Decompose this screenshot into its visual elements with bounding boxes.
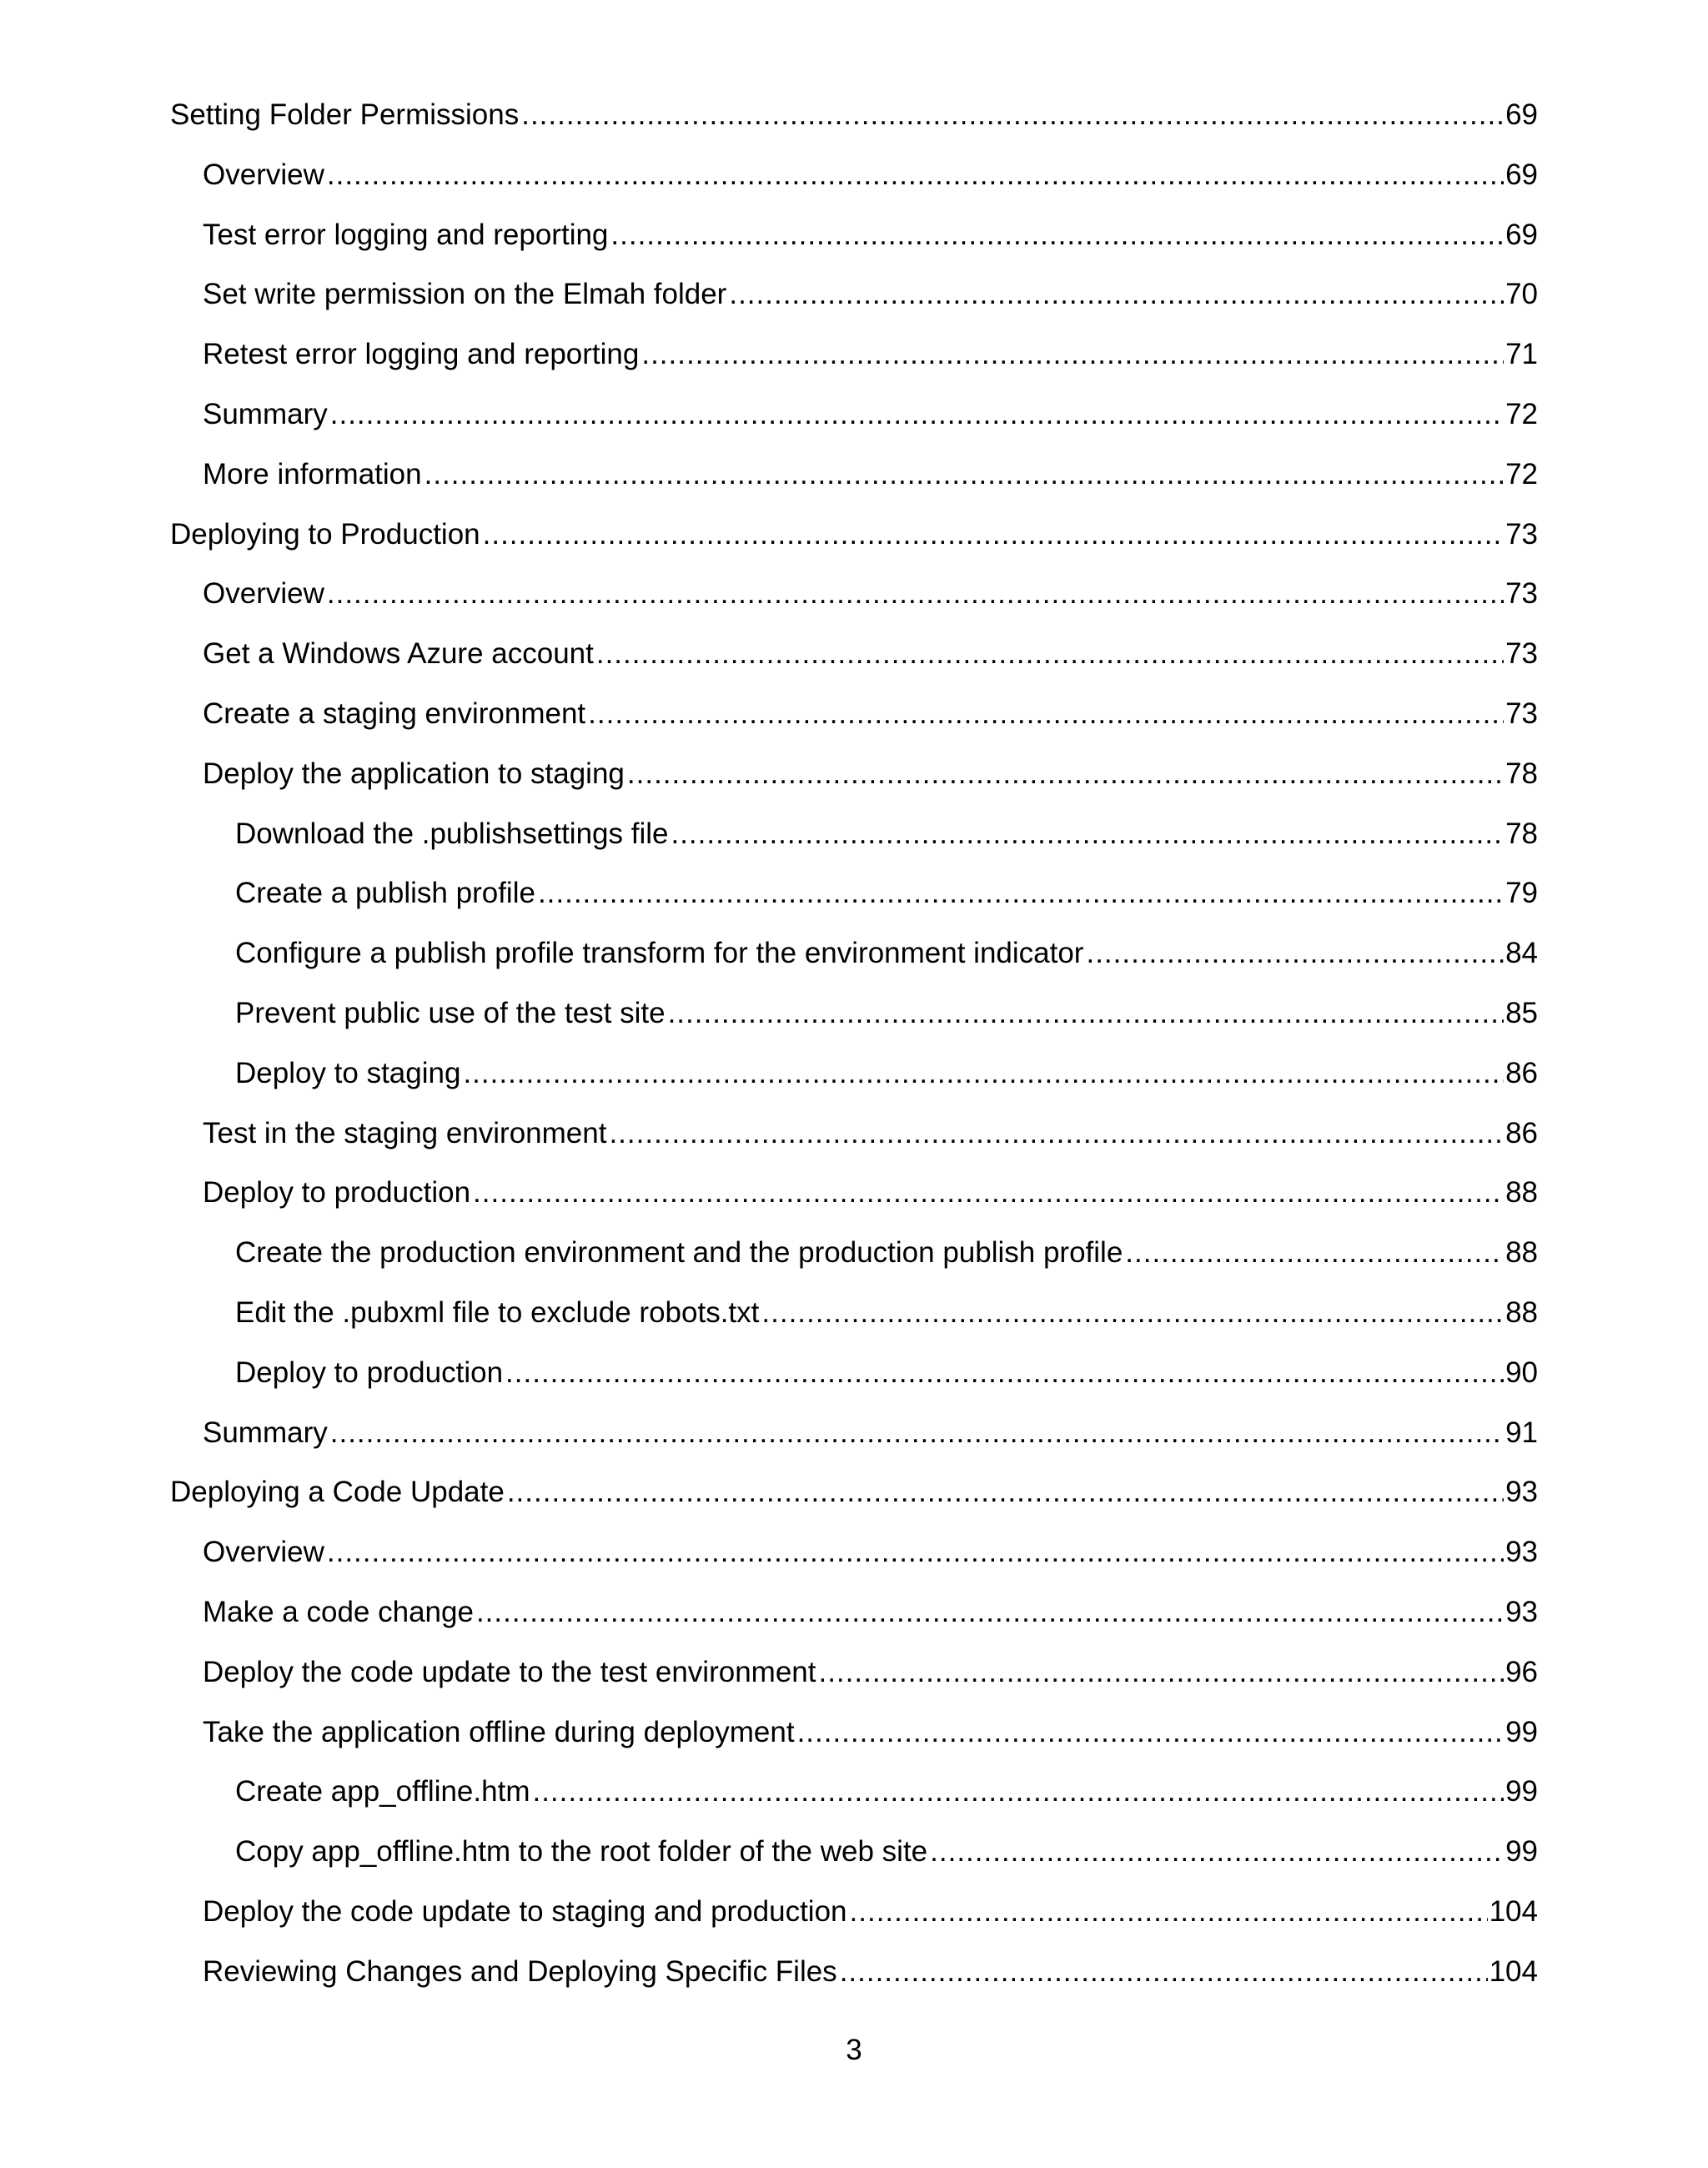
page-number: 3 [846, 2034, 862, 2066]
toc-entry-title: Make a code change [203, 1595, 474, 1628]
toc-entry-title: Summary [203, 397, 328, 430]
toc-dot-leader [1125, 1238, 1504, 1267]
toc-entry[interactable] [170, 1418, 1538, 1478]
toc-entry-page: 91 [1505, 1416, 1538, 1449]
toc-dot-leader [463, 1059, 1504, 1088]
toc-entry-title: Deploy the code update to staging and production [203, 1894, 847, 1928]
toc-dot-leader [596, 639, 1504, 668]
toc-entry[interactable] [170, 759, 1538, 819]
toc-entry-title: Configure a publish profile transform for the environment indicator [235, 937, 1084, 970]
toc-entry[interactable] [170, 699, 1538, 759]
toc-entry-page: 71 [1505, 338, 1538, 371]
toc-dot-leader [532, 1777, 1504, 1806]
toc-entry-title: Deploying a Code Update [170, 1476, 505, 1509]
toc-entry-title: Set write permission on the Elmah folder [203, 278, 727, 311]
toc-entry-title: Create a staging environment [203, 697, 586, 730]
toc-entry-title: Overview [203, 1536, 324, 1569]
toc-entry-title: Summary [203, 1416, 328, 1449]
toc-dot-leader [627, 759, 1504, 788]
toc-entry-title: Deploy to production [203, 1176, 471, 1210]
toc-entry-page: 69 [1505, 158, 1538, 191]
toc-entry-page: 86 [1505, 1056, 1538, 1089]
toc-entry-title: Take the application offline during deployment [203, 1715, 795, 1748]
toc-entry[interactable] [170, 1894, 1538, 1957]
toc-dot-leader [327, 160, 1504, 189]
toc-entry-page: 79 [1505, 877, 1538, 910]
toc-dot-leader [1086, 938, 1504, 968]
toc-entry-page: 86 [1505, 1116, 1538, 1149]
toc-entry-title: Overview [203, 158, 324, 191]
toc-dot-leader [327, 1537, 1504, 1567]
toc-entry-page: 104 [1489, 1954, 1538, 1988]
toc-entry-title: Get a Windows Azure account [203, 637, 594, 671]
toc-entry-page: 99 [1505, 1775, 1538, 1808]
toc-dot-leader [330, 400, 1504, 429]
toc-entry-page: 93 [1505, 1536, 1538, 1569]
toc-entry-title: Test error logging and reporting [203, 218, 609, 251]
toc-entry-page: 90 [1505, 1356, 1538, 1389]
toc-dot-leader [729, 279, 1504, 309]
toc-entry[interactable] [170, 1116, 1538, 1179]
toc-entry[interactable] [170, 517, 1538, 580]
toc-dot-leader [473, 1178, 1504, 1207]
toc-entry-title: More information [203, 457, 422, 490]
toc-entry[interactable] [170, 1597, 1538, 1657]
toc-entry[interactable] [170, 819, 1538, 879]
toc-entry-page: 96 [1505, 1655, 1538, 1688]
toc-entry-title: Setting Folder Permissions [170, 98, 520, 131]
toc-entry-page: 69 [1505, 98, 1538, 131]
toc-entry-page: 73 [1505, 577, 1538, 611]
toc-entry-page: 88 [1505, 1176, 1538, 1210]
toc-entry[interactable] [170, 938, 1538, 998]
toc-entry[interactable] [170, 1954, 1538, 2017]
toc-entry-page: 88 [1505, 1236, 1538, 1270]
toc-entry[interactable] [170, 1537, 1538, 1597]
toc-entry-page: 73 [1505, 517, 1538, 551]
toc-dot-leader [840, 1957, 1488, 1986]
toc-dot-leader [476, 1597, 1504, 1627]
toc-entry[interactable] [170, 1056, 1538, 1119]
toc-dot-leader [818, 1657, 1504, 1687]
toc-entry[interactable] [170, 1715, 1538, 1778]
toc-entry-title: Create app_offline.htm [235, 1775, 530, 1808]
toc-entry-page: 93 [1505, 1476, 1538, 1509]
toc-entry[interactable] [170, 1178, 1538, 1238]
toc-entry[interactable] [170, 1295, 1538, 1358]
toc-entry[interactable] [170, 1477, 1538, 1537]
toc-entry-page: 84 [1505, 937, 1538, 970]
toc-entry[interactable] [170, 397, 1538, 460]
toc-entry-page: 72 [1505, 457, 1538, 490]
toc-dot-leader [327, 579, 1504, 608]
toc-entry-page: 99 [1505, 1835, 1538, 1869]
toc-dot-leader [507, 1477, 1504, 1507]
toc-dot-leader [538, 878, 1504, 908]
toc-entry-title: Deploying to Production [170, 517, 480, 551]
toc-entry-page: 72 [1505, 397, 1538, 430]
toc-entry[interactable] [170, 1657, 1538, 1718]
table-of-contents [170, 100, 1538, 2017]
toc-entry-page: 78 [1505, 817, 1538, 850]
toc-entry-title: Deploy to staging [235, 1056, 461, 1089]
toc-entry-title: Retest error logging and reporting [203, 338, 640, 371]
toc-dot-leader [483, 520, 1504, 549]
toc-entry[interactable] [170, 998, 1538, 1059]
toc-entry-title: Test in the staging environment [203, 1116, 607, 1149]
toc-entry[interactable] [170, 579, 1538, 639]
toc-entry[interactable] [170, 1358, 1538, 1418]
toc-entry[interactable] [170, 878, 1538, 938]
toc-entry-page: 78 [1505, 757, 1538, 790]
toc-entry-title: Deploy to production [235, 1356, 504, 1389]
toc-entry-title: Copy app_offline.htm to the root folder of the web site [235, 1835, 928, 1869]
toc-dot-leader [521, 100, 1504, 129]
toc-dot-leader [761, 1298, 1504, 1327]
toc-entry-page: 88 [1505, 1295, 1538, 1329]
toc-entry-page: 104 [1489, 1894, 1538, 1928]
toc-dot-leader [505, 1358, 1504, 1387]
toc-entry[interactable] [170, 1238, 1538, 1298]
toc-entry-page: 99 [1505, 1715, 1538, 1748]
toc-entry-title: Deploy the application to staging [203, 757, 625, 790]
toc-entry[interactable] [170, 639, 1538, 699]
toc-dot-leader [930, 1837, 1504, 1866]
toc-entry-title: Overview [203, 577, 324, 611]
toc-dot-leader [588, 699, 1504, 728]
toc-entry-title: Reviewing Changes and Deploying Specific Files [203, 1954, 837, 1988]
toc-entry[interactable] [170, 160, 1538, 220]
toc-entry[interactable] [170, 457, 1538, 520]
toc-entry-page: 85 [1505, 996, 1538, 1029]
toc-entry[interactable] [170, 1837, 1538, 1897]
toc-dot-leader [850, 1897, 1488, 1926]
toc-dot-leader [424, 460, 1504, 489]
toc-dot-leader [330, 1418, 1504, 1447]
toc-dot-leader [797, 1718, 1505, 1747]
toc-entry[interactable] [170, 100, 1538, 160]
toc-dot-leader [609, 1119, 1504, 1148]
toc-entry-page: 70 [1505, 278, 1538, 311]
toc-dot-leader [641, 340, 1504, 369]
toc-entry-page: 73 [1505, 637, 1538, 671]
toc-entry-title: Edit the .pubxml file to exclude robots.txt [235, 1295, 760, 1329]
toc-entry[interactable] [170, 340, 1538, 400]
toc-entry-title: Deploy the code update to the test environment [203, 1655, 816, 1688]
toc-entry[interactable] [170, 220, 1538, 280]
toc-entry-page: 73 [1505, 697, 1538, 730]
toc-entry[interactable] [170, 279, 1538, 340]
toc-dot-leader [610, 220, 1504, 249]
toc-dot-leader [671, 819, 1504, 848]
toc-entry-title: Download the .publishsettings file [235, 817, 669, 850]
toc-entry-title: Prevent public use of the test site [235, 996, 666, 1029]
toc-entry-title: Create the production environment and the production publish profile [235, 1236, 1123, 1270]
toc-entry[interactable] [170, 1777, 1538, 1837]
toc-entry-title: Create a publish profile [235, 877, 535, 910]
toc-entry-page: 69 [1505, 218, 1538, 251]
toc-entry-page: 93 [1505, 1595, 1538, 1628]
toc-dot-leader [668, 998, 1504, 1028]
